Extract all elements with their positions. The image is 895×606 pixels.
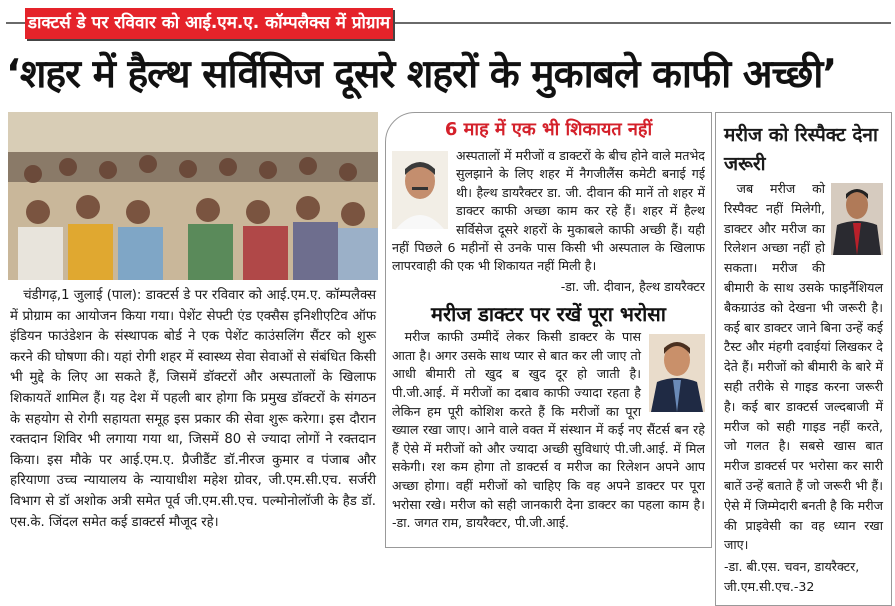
signature-jagat-ram: -डा. जगत राम, डायरैक्टर, पी.जी.आई. [392,515,570,531]
box-complaints-body [392,147,705,296]
box-title-trust: मरीज डाक्टर पर रखें पूरा भरोसा [431,302,666,327]
portrait-g-diwan [392,151,448,229]
portrait-jagat-ram [649,334,705,412]
box-title-complaints: 6 माह में एक भी शिकायत नहीं [444,119,653,140]
sidebar-box-respect [715,112,892,606]
portrait-bs-chavan [831,183,883,255]
box-complaints-text: अस्पतालों में मरीजों व डाक्टरों के बीच होने वाले मतभेद सुलझाने के लिए शहर में नैगजीलैंस कमेटी बनाई गई थी। हैल्थ डायरैक्टर डा. जी. दीवान की मानें तो शहर में डाक्टर काफी अच्छा काम कर रहे हैं। शहर में हैल्थ सर्विसेज दूसरे शहरों के मुकाबले काफी अच्छी हैं। यही नहीं पिछले 6 महीनों से उनके पास किसी भी अस्पताल के खिलाफ लापरवाही की एक भी शिकायत नहीं मिली है। [392,148,705,274]
sidebar-box-quotes [385,112,712,548]
headline: ‘शहर में हैल्थ सर्विसिज दूसरे शहरों के मुकाबले काफी अच्छी’ [6,52,837,97]
box-respect-text: जब मरीज को रिस्पैक्ट नहीं मिलेगी, डाक्टर और मरीज का रिलेशन अच्छा नहीं हो सकता। मरीज की बीमारी के साथ उसके फाइनैंशियल बैकग्राउंड को देखना भी जरूरी है। कई बार डाक्टर जाने बिना उन्हें कई टैस्ट और मंहगी दवाईयां लिखकर दे देते हैं। मरीजों को बीमारी के बारे में सही तरीके से गाइड करना जरूरी है। कई बार डाक्टर्स जल्दबाजी में मरीज को सही गाइड नहीं करते, जो गलत है। सबसे खास बात मरीज डाक्टर्स पर भरोसा कर सारी बातें उन्हें बताते हैं जो जरूरी भी हैं। ऐसे में जिम्मेदारी बनती है कि मरीज की प्राइवेसी का वह ध्यान रखा जाए। [724,181,883,553]
main-story [10,286,376,533]
signature-g-diwan: -डा. जी. दीवान, हैल्थ डायरैक्टर [560,278,705,294]
box-title-respect: मरीज को रिस्पैक्ट देना जरूरी [724,124,878,175]
event-audience-photo [8,112,378,280]
main-story-text: डाक्टर्स डे पर रविवार को आई.एम.ए. कॉम्पलैक्स में प्रोग्राम का आयोजन किया गया। पेशेंट सेफ्टी एंड एक्सैस इनिशीएटिव ऑफ इंडियन फाउंडेशन के संस्थापक बोर्ड ने एक पेशेंट काउंसलिंग सैंटर को शुरू करने की घोषणा की। यहां रोगी शहर में स्वास्थ्य सेवा सेवाओं से संबंधित किसी भी मुद्दे के लिए आ सकते हैं, जिसमें डॉक्टरों और अस्पतालों के खिलाफ शिकायतें शामिल हैं। यह देश में पहली बार होगा कि प्रमुख डॉक्टरों के संगठन के सहयोग से रोगी सहायता समूह इस प्रकार की सेवा शुरू करेगा। इस दौरान रक्तदान शिविर भी लगाया गया था, जिसमें 80 से ज्यादा लोगों ने रक्तदान किया। इस मौके पर आई.एम.ए. प्रैजीडैंट डॉ.नीरज कुमार व पंजाब और हरियाणा उच्च न्यायालय के न्यायाधीश महेश ग्रोवर, जी.एम.सी.एच. सर्जरी विभाग से डॉ अशोक अत्री समेत पूर्व जी.एम.सी.एच. पल्मोनोलॉजी के हैड डॉ. एस.के. जिंदल समेत कई डाक्टर्स मौजूद रहे। [10,288,376,530]
kicker-tag: डाक्टर्स डे पर रविवार को आई.एम.ए. कॉम्पलैक्स में प्रोग्राम [25,8,393,39]
dateline: चंडीगढ़,1 जुलाई (पाल): [23,288,142,303]
box-trust-text: मरीज काफी उम्मीदें लेकर किसी डाक्टर के पास आता है। अगर उसके साथ प्यार से बात कर ली जाए तो आधी बीमारी तो खुद ब खुद दूर हो जाती है। पी.जी.आई. में मरीजों का दबाव काफी ज्यादा रहता है लेकिन हम पूरी कोशिश करते हैं कि मरीजों का पूरा ख्याल रखा जाए। आने वाले वक्त में संस्थान में कई नए सैंटर्स बन रहे हैं ऐसे में मरीजों को और ज्यादा अच्छी सुविधाएं पी.जी.आई. में मिल सकेगी। रश कम होगा तो डाक्टर्स व मरीज का रिलेशन अपने आप अच्छा होगा। वहीं मरीजों को चाहिए कि वह अपने डाक्टर पर पूरा भरोसा रखे। मरीज को सही जानकारी देना डाक्टर का पहला काम है। [392,329,705,512]
signature-bs-chavan: -डा. बी.एस. चवन, डायरैक्टर, जी.एम.सी.एच.-32 [724,559,860,594]
box-respect-body [724,179,883,597]
box-trust-body [392,328,705,533]
